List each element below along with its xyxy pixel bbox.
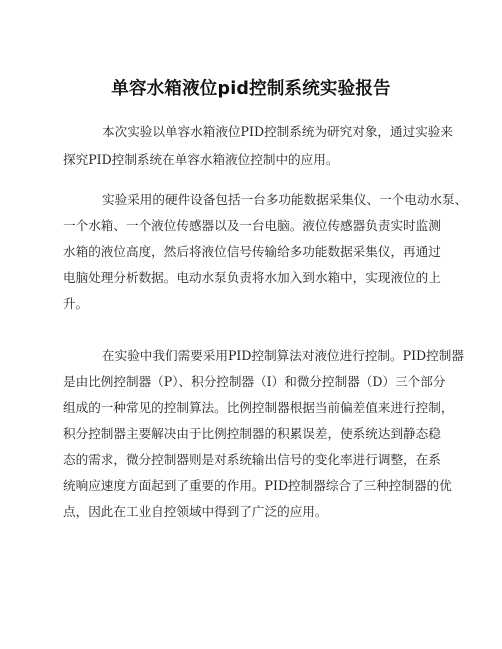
paragraph-line: 本次实验以单容水箱液位PID控制系统为研究对象，通过实验来: [102, 124, 453, 139]
paragraph-line: 点，因此在工业自控领域中得到了广泛的应用。: [63, 504, 328, 519]
paragraph-line: 升。: [63, 296, 89, 311]
paragraph-line: 是由比例控制器（P）、积分控制器（I）和微分控制器（D）三个部分: [63, 374, 446, 389]
paragraph-line: 水箱的液位高度，然后将液位信号传输给多功能数据采集仪，再通过: [63, 244, 441, 259]
paragraph-line: 态的需求，微分控制器则是对系统输出信号的变化率进行调整，在系: [63, 452, 441, 467]
paragraph-line: 在实验中我们需要采用PID控制算法对液位进行控制。PID控制器: [102, 348, 464, 363]
paragraph-line: 统响应速度方面起到了重要的作用。PID控制器综合了三种控制器的优: [63, 478, 452, 493]
paragraph-line: 电脑处理分析数据。电动水泵负责将水加入到水箱中，实现液位的上: [63, 270, 441, 285]
document-title: 单容水箱液位pid控制系统实验报告: [111, 79, 391, 99]
paragraph-line: 实验采用的硬件设备包括一台多功能数据采集仪、一个电动水泵、: [102, 192, 468, 207]
paragraph-line: 一个水箱、一个液位传感器以及一台电脑。液位传感器负责实时监测: [63, 218, 441, 233]
paragraph-line: 积分控制器主要解决由于比例控制器的积累误差，使系统达到静态稳: [63, 426, 441, 441]
paragraph-line: 探究PID控制系统在单容水箱液位控制中的应用。: [63, 152, 339, 167]
paragraph-line: 组成的一种常见的控制算法。比例控制器根据当前偏差值来进行控制，: [63, 400, 454, 415]
